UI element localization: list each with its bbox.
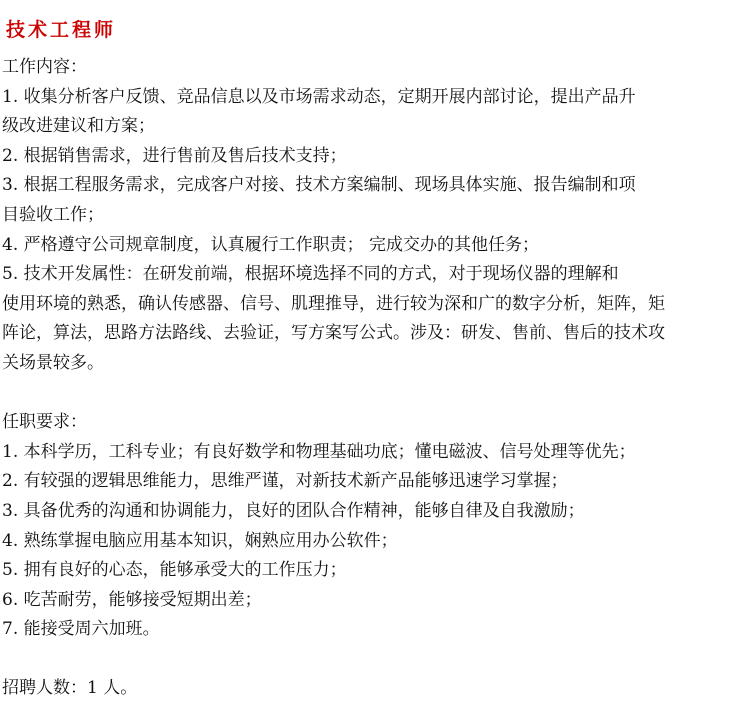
duty-line: 目验收工作； xyxy=(2,204,104,225)
requirements-heading: 任职要求： xyxy=(2,412,87,433)
duty-line: 5. 技术开发属性：在研发前端，根据环境选择不同的方式，对于现场仪器的理解和 xyxy=(2,264,619,285)
requirement-line: 2. 有较强的逻辑思维能力，思维严谨，对新技术新产品能够迅速学习掌握； xyxy=(2,471,568,492)
duty-line: 3. 根据工程服务需求，完成客户对接、技术方案编制、现场具体实施、报告编制和项 xyxy=(2,175,636,196)
duty-line: 使用环境的熟悉，确认传感器、信号、肌理推导，进行较为深和广的数字分析，矩阵，矩 xyxy=(2,293,665,314)
requirement-line: 3. 具备优秀的沟通和协调能力，良好的团队合作精神，能够自律及自我激励； xyxy=(2,500,585,521)
requirement-line: 4. 熟练掌握电脑应用基本知识，娴熟应用办公软件； xyxy=(2,530,398,551)
duties-heading: 工作内容： xyxy=(2,57,87,77)
requirements-list xyxy=(2,438,754,645)
duty-line: 级改进建议和方案； xyxy=(2,116,155,137)
requirement-line: 7. 能接受周六加班。 xyxy=(2,619,160,640)
duty-line: 2. 根据销售需求，进行售前及售后技术支持； xyxy=(2,145,347,166)
requirement-line: 6. 吃苦耐劳，能够接受短期出差； xyxy=(2,589,262,610)
headcount: 招聘人数：1 人。 xyxy=(2,678,138,699)
duty-line: 4. 严格遵守公司规章制度，认真履行工作职责； 完成交办的其他任务； xyxy=(2,234,540,255)
duty-line: 1. 收集分析客户反馈、竞品信息以及市场需求动态，定期开展内部讨论，提出产品升 xyxy=(2,86,636,107)
duty-line: 关场景较多。 xyxy=(2,352,104,373)
requirement-line: 1. 本科学历，工科专业；有良好数学和物理基础功底；懂电磁波、信号处理等优先； xyxy=(2,441,636,462)
duties-list xyxy=(2,83,754,379)
duty-line: 阵论，算法，思路方法路线、去验证，写方案写公式。涉及：研发、售前、售后的技术攻 xyxy=(2,323,665,344)
requirement-line: 5. 拥有良好的心态，能够承受大的工作压力； xyxy=(2,560,347,581)
job-title: 技术工程师 xyxy=(6,19,117,41)
spacer xyxy=(2,379,754,409)
spacer xyxy=(2,645,754,675)
